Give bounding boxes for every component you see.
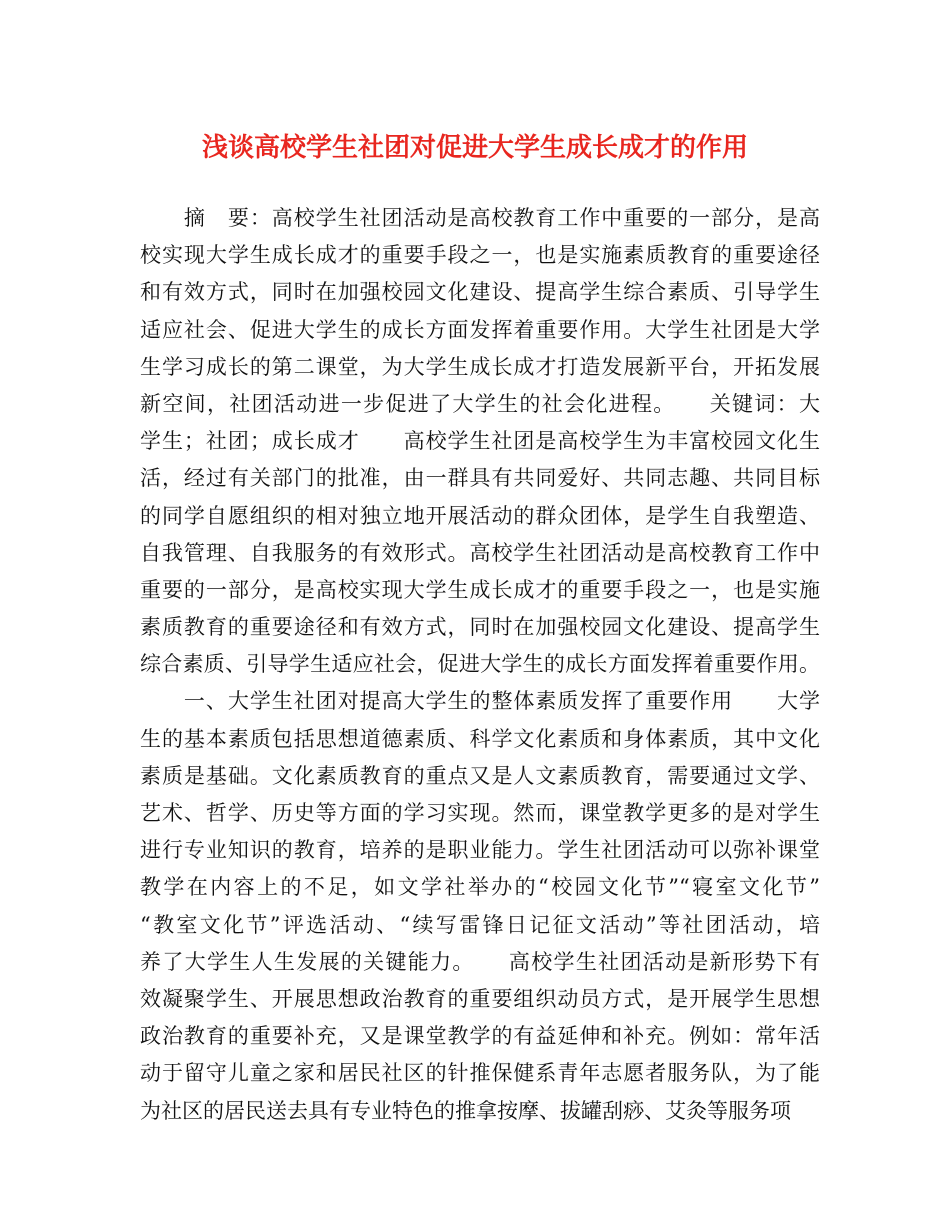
document-title: 浅谈高校学生社团对促进大学生成长成才的作用 xyxy=(201,133,748,163)
body-line: 适应社会、促进大学生的成长方面发挥着重要作用。大学生社团是大学 xyxy=(140,317,820,342)
body-line: 艺术、哲学、历史等方面的学习实现。然而，课堂教学更多的是对学生 xyxy=(140,801,820,825)
body-line: 校实现大学生成长成才的重要手段之一，也是实施素质教育的重要途径 xyxy=(140,243,820,268)
body-line: 生的基本素质包括思想道德素质、科学文化素质和身体素质，其中文化 xyxy=(140,726,820,751)
body-line: 的同学自愿组织的相对独立地开展活动的群众团体，是学生自我塑造、 xyxy=(140,503,820,528)
body-line: 摘 要：高校学生社团活动是高校教育工作中重要的一部分，是高 xyxy=(140,206,820,230)
body-line: 教学在内容上的不足，如文学社举办的“校园文化节”“寝室文化节” xyxy=(140,875,820,900)
body-line: 进行专业知识的教育，培养的是职业能力。学生社团活动可以弥补课堂 xyxy=(140,838,820,863)
body-line: 综合素质、引导学生适应社会，促进大学生的成长方面发挥着重要作用。 xyxy=(140,652,820,677)
body-line: 和有效方式，同时在加强校园文化建设、提高学生综合素质、引导学生 xyxy=(140,280,820,305)
body-line: 一、大学生社团对提高大学生的整体素质发挥了重要作用 大学 xyxy=(140,689,820,714)
body-line: 重要的一部分，是高校实现大学生成长成才的重要手段之一，也是实施 xyxy=(140,577,820,602)
body-line: 动于留守儿童之家和居民社区的针推保健系青年志愿者服务队，为了能 xyxy=(140,1061,820,1086)
body-line: 为社区的居民送去具有专业特色的推拿按摩、拔罐刮痧、艾灸等服务项 xyxy=(140,1098,791,1123)
body-line: 自我管理、自我服务的有效形式。高校学生社团活动是高校教育工作中 xyxy=(140,540,820,565)
body-line: 政治教育的重要补充，又是课堂教学的有益延伸和补充。例如：常年活 xyxy=(140,1024,820,1049)
document-body xyxy=(140,200,820,1130)
body-line: 效凝聚学生、开展思想政治教育的重要组织动员方式，是开展学生思想 xyxy=(140,986,820,1011)
body-line: 新空间，社团活动进一步促进了大学生的社会化进程。 关键词：大 xyxy=(140,391,820,416)
body-line: 素质教育的重要途径和有效方式，同时在加强校园文化建设、提高学生 xyxy=(140,615,820,640)
body-line: 养了大学生人生发展的关键能力。 高校学生社团活动是新形势下有 xyxy=(140,949,820,974)
body-line: “教室文化节”评选活动、“续写雷锋日记征文活动”等社团活动，培 xyxy=(140,912,820,937)
body-line: 生学习成长的第二课堂，为大学生成长成才打造发展新平台，开拓发展 xyxy=(140,354,820,379)
body-line: 活，经过有关部门的批准，由一群具有共同爱好、共同志趣、共同目标 xyxy=(140,466,820,491)
body-line: 素质是基础。文化素质教育的重点又是人文素质教育，需要通过文学、 xyxy=(140,763,820,788)
body-line: 学生；社团；成长成才 高校学生社团是高校学生为丰富校园文化生 xyxy=(140,429,820,454)
